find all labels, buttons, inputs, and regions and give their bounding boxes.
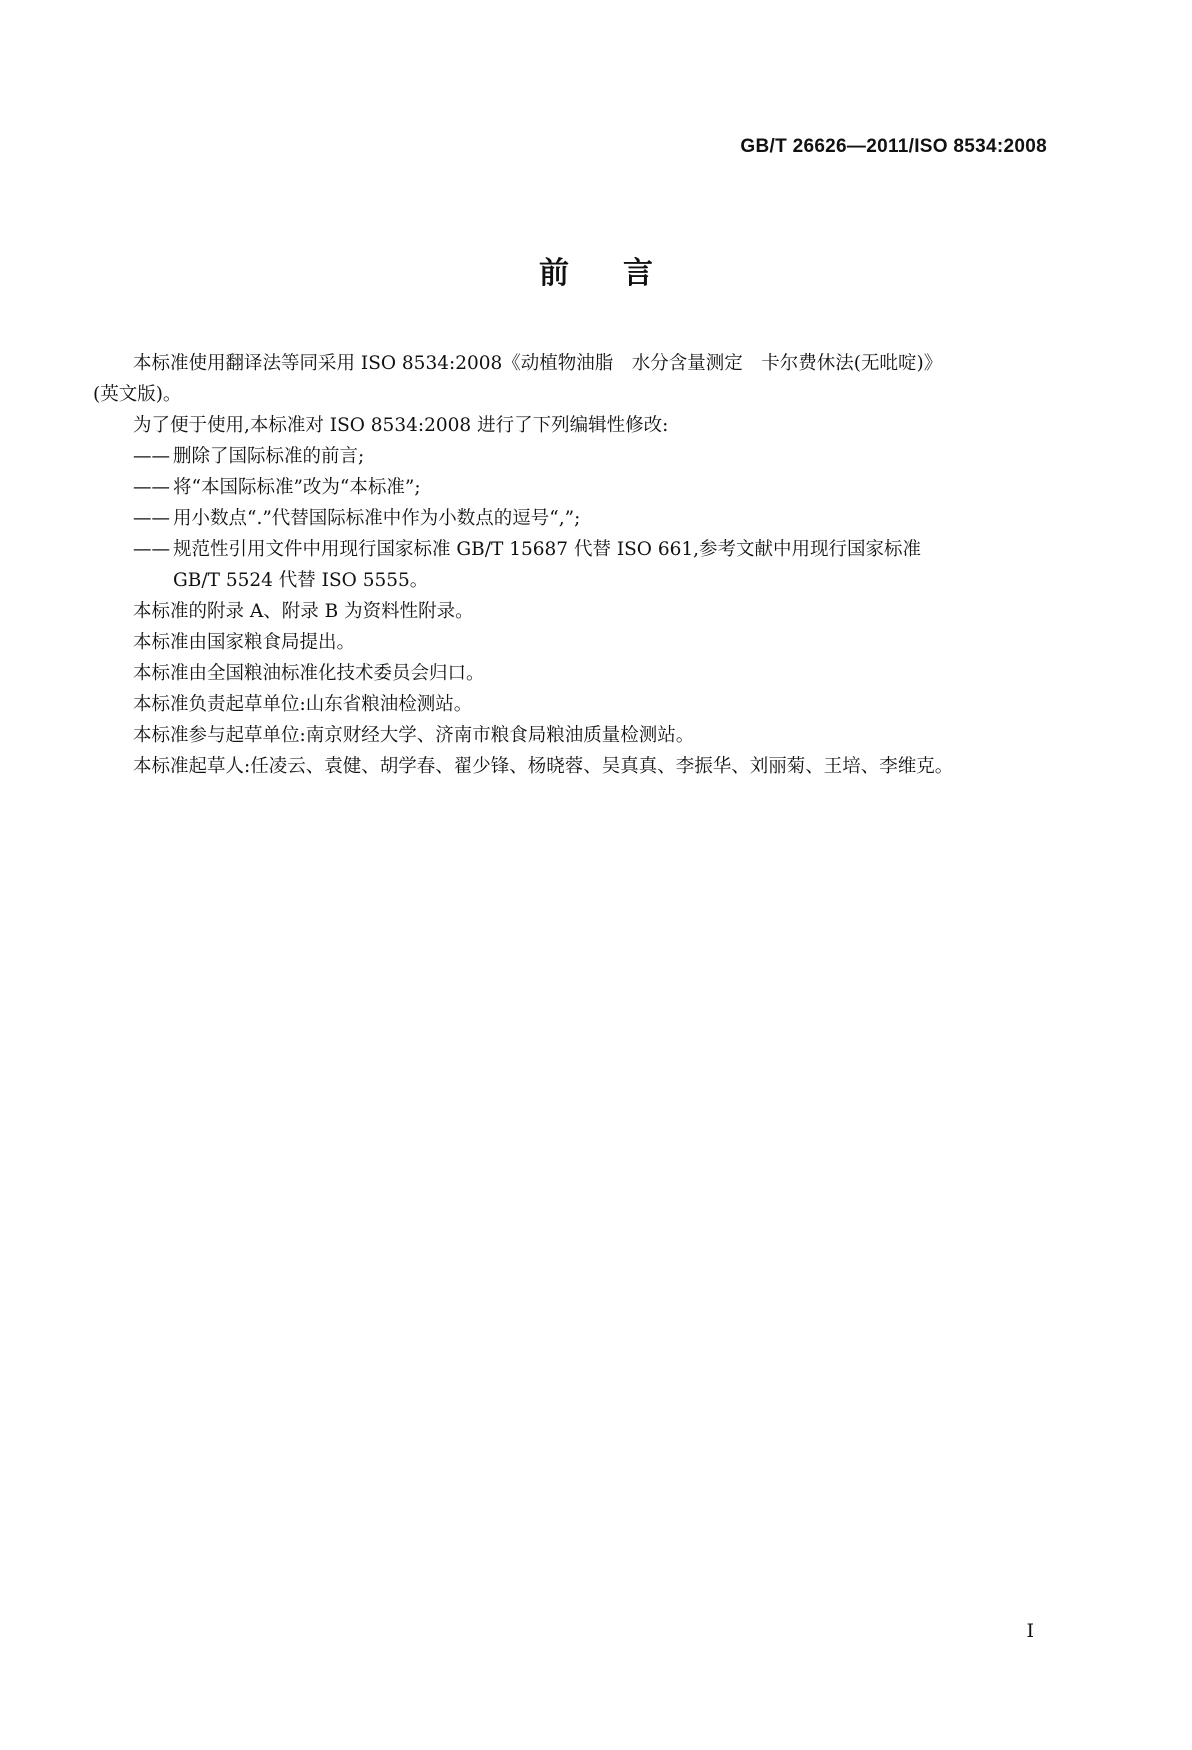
paragraph-participating-units: 本标准参与起草单位:南京财经大学、济南市粮食局粮油质量检测站。 bbox=[133, 725, 695, 746]
dash-bullet: —— bbox=[133, 508, 170, 529]
paragraph-proposed-by: 本标准由国家粮食局提出。 bbox=[133, 632, 356, 653]
standard-number: GB/T 26626—2011/ISO 8534:2008 bbox=[740, 136, 1047, 157]
list-item bbox=[133, 441, 1058, 472]
paragraph-centralized-by: 本标准由全国粮油标准化技术委员会归口。 bbox=[133, 663, 485, 684]
list-item-text: 用小数点“.”代替国际标准中作为小数点的逗号“,”; bbox=[173, 508, 581, 529]
paragraph-modifications-intro: 为了便于使用,本标准对 ISO 8534:2008 进行了下列编辑性修改: bbox=[133, 415, 669, 436]
paragraph-drafters: 本标准起草人:任凌云、袁健、胡学春、翟少锋、杨晓蓉、吴真真、李振华、刘丽菊、王培、李维克。 bbox=[133, 756, 954, 777]
dash-bullet: —— bbox=[133, 446, 170, 467]
paragraph-adoption-line1: 本标准使用翻译法等同采用 ISO 8534:2008《动植物油脂 水分含量测定 卡尔费休法(无吡啶)》 bbox=[133, 353, 943, 374]
list-item-continuation: GB/T 5524 代替 ISO 5555。 bbox=[173, 570, 429, 591]
list-item-text: 规范性引用文件中用现行国家标准 GB/T 15687 代替 ISO 661,参考文献中用现行国家标准 bbox=[173, 539, 922, 560]
page-number: I bbox=[1026, 1620, 1034, 1642]
paragraph-adoption bbox=[93, 348, 1058, 410]
paragraph-annexes: 本标准的附录 A、附录 B 为资料性附录。 bbox=[133, 601, 474, 622]
list-item bbox=[133, 472, 1058, 503]
foreword-body bbox=[93, 348, 1058, 782]
list-item-text: 将“本国际标准”改为“本标准”; bbox=[173, 477, 421, 498]
paragraph-drafting-unit: 本标准负责起草单位:山东省粮油检测站。 bbox=[133, 694, 473, 715]
list-item-text: 删除了国际标准的前言; bbox=[173, 446, 365, 467]
page-title: 前言 bbox=[539, 256, 707, 291]
list-item bbox=[133, 534, 1058, 565]
list-item bbox=[133, 503, 1058, 534]
paragraph-adoption-line2: (英文版)。 bbox=[93, 384, 182, 405]
dash-bullet: —— bbox=[133, 477, 170, 498]
dash-bullet: —— bbox=[133, 539, 170, 560]
